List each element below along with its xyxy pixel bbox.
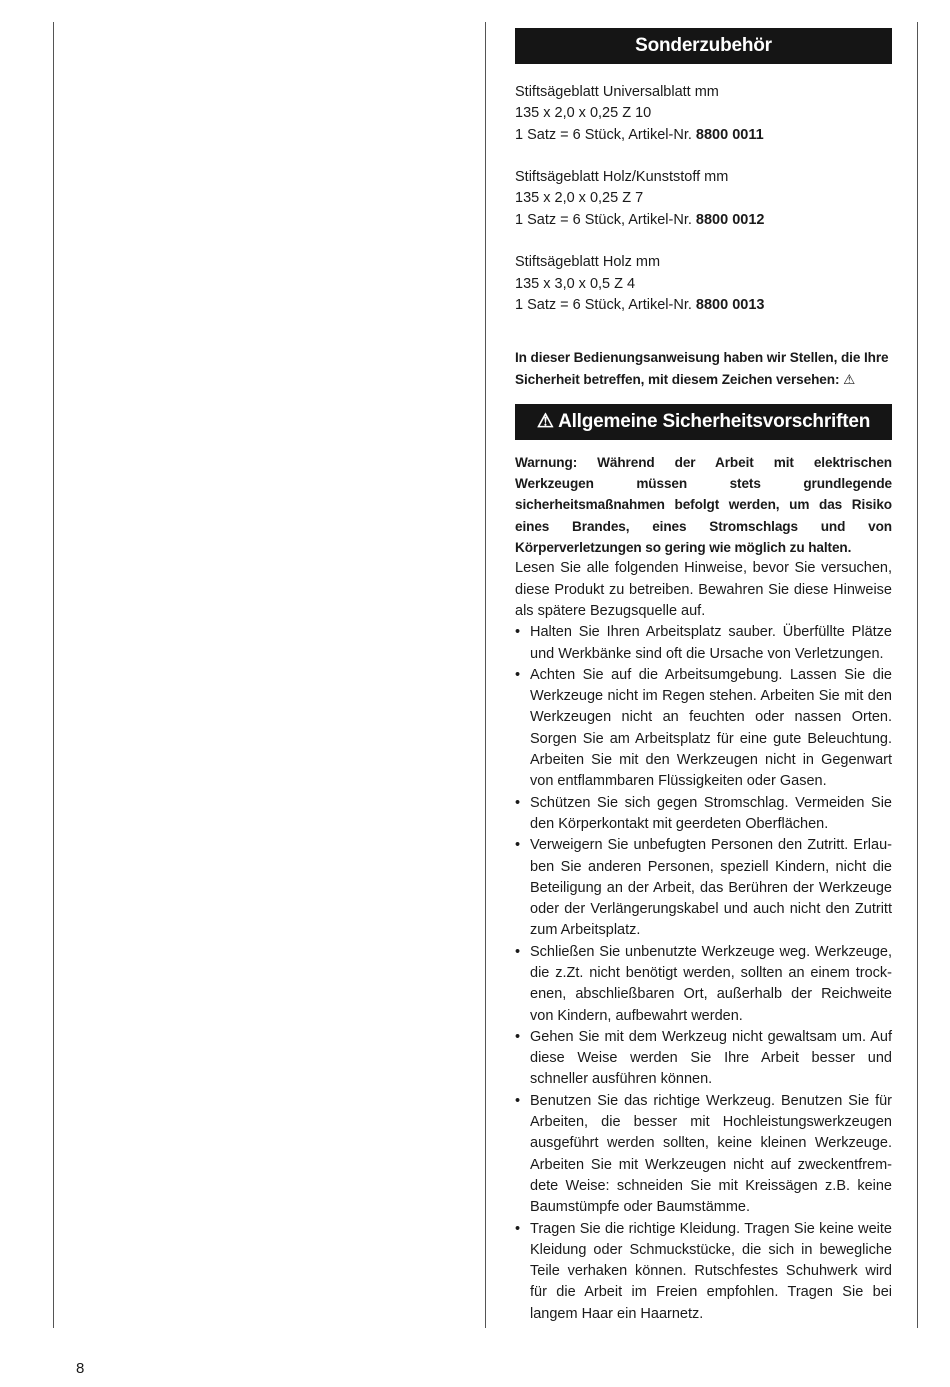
accessory-set-info: 1 Satz = 6 Stück, Artikel-Nr. 8800 0012: [515, 211, 765, 228]
right-margin-rule: [917, 22, 918, 1328]
accessory-name: Stiftsägeblatt Holz mm: [515, 254, 661, 271]
accessory-dimensions: 135 x 2,0 x 0,25 Z 10: [515, 105, 652, 122]
safety-rules-list: [515, 622, 892, 1325]
safety-symbol-note: In dieser Bedienungsanweisung haben wir Stellen, die Ihre Sicherheit betreffen, mit diesem Zeichen versehen: ⚠: [515, 347, 892, 390]
list-item: • Schließen Sie unbenutzte Werkzeuge weg. Werkzeuge, die z.Zt. nicht benötigt werden, sollten an einem trockenen, abschließbaren Ort, außerhalb der Reichweite von Kindern, aufbewahrt werden.: [515, 942, 892, 1027]
list-item: • Gehen Sie mit dem Werkzeug nicht gewaltsam um. Auf diese Weise werden Sie Ihre Arbeit besser und schneller ausführen können.: [515, 1027, 892, 1091]
article-number: 8800 0011: [695, 126, 764, 143]
list-item: • Benutzen Sie das richtige Werkzeug. Benutzen Sie für Arbeiten, die besser mit Hochleistungswerkzeugen ausgeführt werden sollten, keine kleinen Werkzeuge. Arbeiten Sie mit Werkzeugen nicht auf zweckentfremdete Weise: schneiden Sie mit Kreissägen z.B. keine Baumstümpfe oder Baumstämme.: [515, 1091, 892, 1219]
article-number: 8800 0013: [695, 296, 765, 313]
safety-body: [515, 452, 892, 1325]
list-item: • Schützen Sie sich gegen Stromschlag. Vermeiden Sie den Körperkontakt mit geerdeten Oberflächen.: [515, 793, 892, 836]
accessory-name: Stiftsägeblatt Universalblatt mm: [515, 84, 719, 100]
accessory-item: [515, 167, 892, 231]
section-heading-safety: [515, 404, 892, 440]
intro-paragraph: Lesen Sie alle folgenden Hinweise, bevor Sie versuchen, diese Produkt zu betreiben. Bewahren Sie diese Hinweise als spätere Bezugsquelle auf.: [515, 560, 892, 619]
list-item: • Verweigern Sie unbefugten Personen den Zutritt. Erlauben Sie anderen Personen, speziell Kindern, nicht die Beteiligung an der Arbeit, das Berühren der Werkzeuge oder der Verlängerungskabel und auch nicht den Zutritt zum Arbeitsplatz.: [515, 835, 892, 941]
accessory-dimensions: 135 x 2,0 x 0,25 Z 7: [515, 190, 644, 207]
left-margin-rule: [53, 22, 54, 1328]
warning-triangle-icon: ⚠: [536, 410, 554, 432]
column-divider: [485, 22, 486, 1328]
warning-paragraph: Warnung: Während der Arbeit mit elektrischen Werkzeugen müssen stets grundlegende sicherheitsmaßnahmen befolgt werden, um das Risiko eines Brandes, eines Stromschlags und von Körperverletzungen so gering wie möglich zu halten.: [515, 454, 892, 556]
list-item: • Tragen Sie die richtige Kleidung. Tragen Sie keine weite Kleidung oder Schmuckstücke, die sich in bewegliche Teile verhaken können. Rutschfestes Schuhwerk wird für die Arbeit im Freien empfohlen. Tragen Sie bei langem Haar ein Haarnetz.: [515, 1219, 892, 1325]
safety-title: Allgemeine Sicherheitsvorschriften: [558, 410, 871, 432]
accessory-set-info: 1 Satz = 6 Stück, Artikel-Nr. 8800 0013: [515, 296, 765, 313]
warning-triangle-icon: ⚠: [843, 371, 856, 387]
list-item: • Halten Sie Ihren Arbeitsplatz sauber. Überfüllte Plätze und Werkbänke sind oft die Ursache von Verletzungen.: [515, 622, 892, 665]
right-column: [515, 28, 892, 1325]
page-number: 8: [76, 1360, 85, 1377]
accessory-dimensions: 135 x 3,0 x 0,5 Z 4: [515, 275, 636, 292]
accessories-list: [515, 82, 892, 316]
section-heading-accessories: Sonderzubehör: [515, 28, 892, 64]
accessory-set-info: 1 Satz = 6 Stück, Artikel-Nr. 8800 0011: [515, 126, 764, 143]
list-item: • Achten Sie auf die Arbeitsumgebung. Lassen Sie die Werkzeuge nicht im Regen stehen. Arbeiten Sie mit den Werkzeugen nicht an feuchten oder nassen Orten. Sorgen Sie am Arbeitsplatz für eine gute Beleuchtung. Arbeiten Sie mit den Werkzeugen nicht in Gegenwart von entflammbaren Flüssigkeiten oder Gasen.: [515, 665, 892, 793]
accessory-item: [515, 252, 892, 316]
article-number: 8800 0012: [695, 211, 765, 228]
accessory-item: [515, 82, 892, 146]
accessory-name: Stiftsägeblatt Holz/Kunststoff mm: [515, 169, 729, 186]
